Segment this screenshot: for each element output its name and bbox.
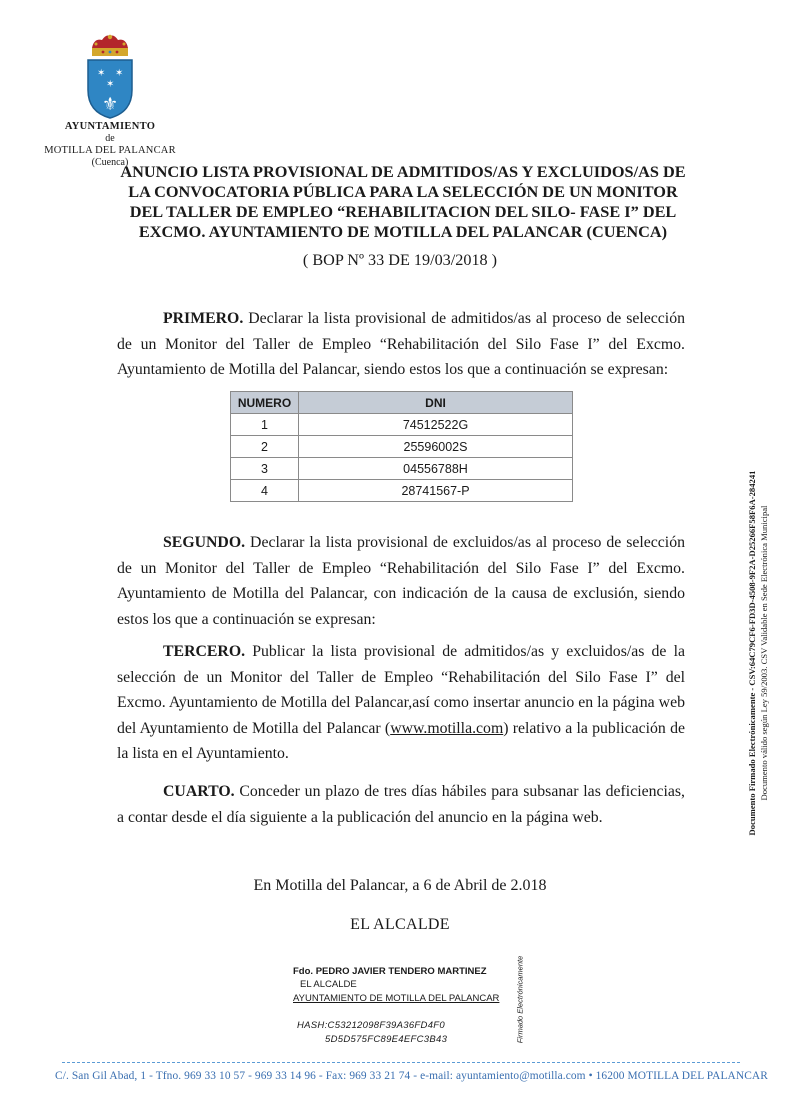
paragraph-cuarto <box>117 779 685 830</box>
paragraph-text: Declarar la lista provisional de excluidos/as al proceso de selección de un Monitor del Taller de Empleo “Rehabilitación del Silo Fase I” del Excmo. Ayuntamiento de Motilla del Palancar, con indicación de la causa de exclusión, siendo estos los que a continuación se expresan: <box>117 534 685 628</box>
paragraph-segundo <box>117 530 685 632</box>
paragraph-text: ) relativo a la publicación de la lista en el Ayuntamiento. <box>117 719 685 762</box>
paragraph-lead: CUARTO. <box>163 783 235 800</box>
org-name-line3: MOTILLA DEL PALANCAR <box>44 145 176 156</box>
admitted-table <box>230 391 573 502</box>
paragraph-text: Publicar la lista provisional de admitidos/as y excluidos/as de la selección de un Monitor del Taller de Empleo “Rehabilitación del Silo Fase I” del Excmo. Ayuntamiento de Motilla del Palancar,así como insertar anuncio en la página web del Ayuntamiento de Motilla del Palancar ( <box>117 643 685 737</box>
signature-hash-line1: HASH:C53212098F39A36FD4F0 <box>297 1020 445 1031</box>
paragraph-lead: PRIMERO. <box>163 310 244 327</box>
title-line: EXCMO. AYUNTAMIENTO DE MOTILLA DEL PALANCAR (CUENCA) <box>138 222 668 241</box>
paragraph-text: Declarar la lista provisional de admitidos/as al proceso de selección de un Monitor del Taller de Empleo “Rehabilitación del Silo Fase I” del Excmo. Ayuntamiento de Motilla del Palancar, siendo estos los que a continuación se expresan: <box>117 310 685 378</box>
table-cell-numero: 1 <box>231 414 299 436</box>
table-cell-dni: 25596002S <box>299 436 573 458</box>
svg-text:⚜: ⚜ <box>102 94 119 115</box>
paragraph-text: Conceder un plazo de tres días hábiles para subsanar las deficiencias, a contar desde el día siguiente a la publicación del anuncio en la página web. <box>117 783 685 826</box>
table-row <box>231 458 573 480</box>
table-cell-numero: 2 <box>231 436 299 458</box>
table-row <box>231 480 573 502</box>
signature-org: AYUNTAMIENTO DE MOTILLA DEL PALANCAR <box>293 993 500 1004</box>
table-cell-numero: 3 <box>231 458 299 480</box>
paragraph-primero <box>117 306 685 383</box>
signatory-title: EL ALCALDE <box>350 916 450 933</box>
signature-role: EL ALCALDE <box>300 979 357 990</box>
table-row <box>231 436 573 458</box>
bop-reference: ( BOP Nº 33 DE 19/03/2018 ) <box>302 251 498 269</box>
title-line: ANUNCIO LISTA PROVISIONAL DE ADMITIDOS/AS Y EXCLUIDOS/AS DE <box>120 162 686 181</box>
coat-of-arms-icon <box>80 34 140 120</box>
title-line: DEL TALLER DE EMPLEO “REHABILITACION DEL SILO- FASE I” DEL <box>129 202 677 221</box>
footer-divider <box>62 1062 740 1063</box>
signature-name: Fdo. PEDRO JAVIER TENDERO MARTINEZ <box>293 966 487 977</box>
paragraph-tercero <box>117 639 685 767</box>
paragraph-lead: TERCERO. <box>163 643 246 660</box>
website-link[interactable]: www.motilla.com <box>390 719 504 737</box>
svg-text:✶: ✶ <box>97 68 106 79</box>
table-cell-numero: 4 <box>231 480 299 502</box>
column-header-dni: DNI <box>299 392 573 414</box>
footer-contact: C/. San Gil Abad, 1 - Tfno. 969 33 10 57 - 969 33 14 96 - Fax: 969 33 21 74 - e-mail: ayuntamiento@motilla.com • 16200 MOTILLA DEL PALANCAR <box>55 1070 768 1082</box>
svg-text:✶: ✶ <box>106 79 115 90</box>
org-name-line2: de <box>105 133 115 144</box>
table-cell-dni: 28741567-P <box>299 480 573 502</box>
document-title <box>118 162 688 242</box>
svg-text:✶: ✶ <box>115 68 124 79</box>
signed-electronically-label: Firmado Electrónicamente <box>515 955 525 1044</box>
table-row <box>231 414 573 436</box>
column-header-numero: NUMERO <box>231 392 299 414</box>
title-line: LA CONVOCATORIA PÚBLICA PARA LA SELECCIÓN DE UN MONITOR <box>128 182 678 201</box>
paragraph-lead: SEGUNDO. <box>163 534 246 551</box>
org-name-line1: AYUNTAMIENTO <box>64 121 156 132</box>
place-and-date: En Motilla del Palancar, a 6 de Abril de 2.018 <box>253 877 547 894</box>
csv-verification-line1: Documento Firmado Electrónicamente - CSV:64C79CF6-FD3D-4508-9F2A-D25266F58F6A-284241 <box>747 470 757 836</box>
table-cell-dni: 04556788H <box>299 458 573 480</box>
table-header-row <box>231 392 573 414</box>
signature-hash-line2: 5D5D575FC89E4EFC3B43 <box>325 1034 448 1045</box>
table-cell-dni: 74512522G <box>299 414 573 436</box>
csv-verification-line2: Documento válido según Ley 59/2003. CSV Validable en Sede Electrónica Municipal <box>759 505 769 801</box>
org-name-line4: (Cuenca) <box>91 157 129 168</box>
